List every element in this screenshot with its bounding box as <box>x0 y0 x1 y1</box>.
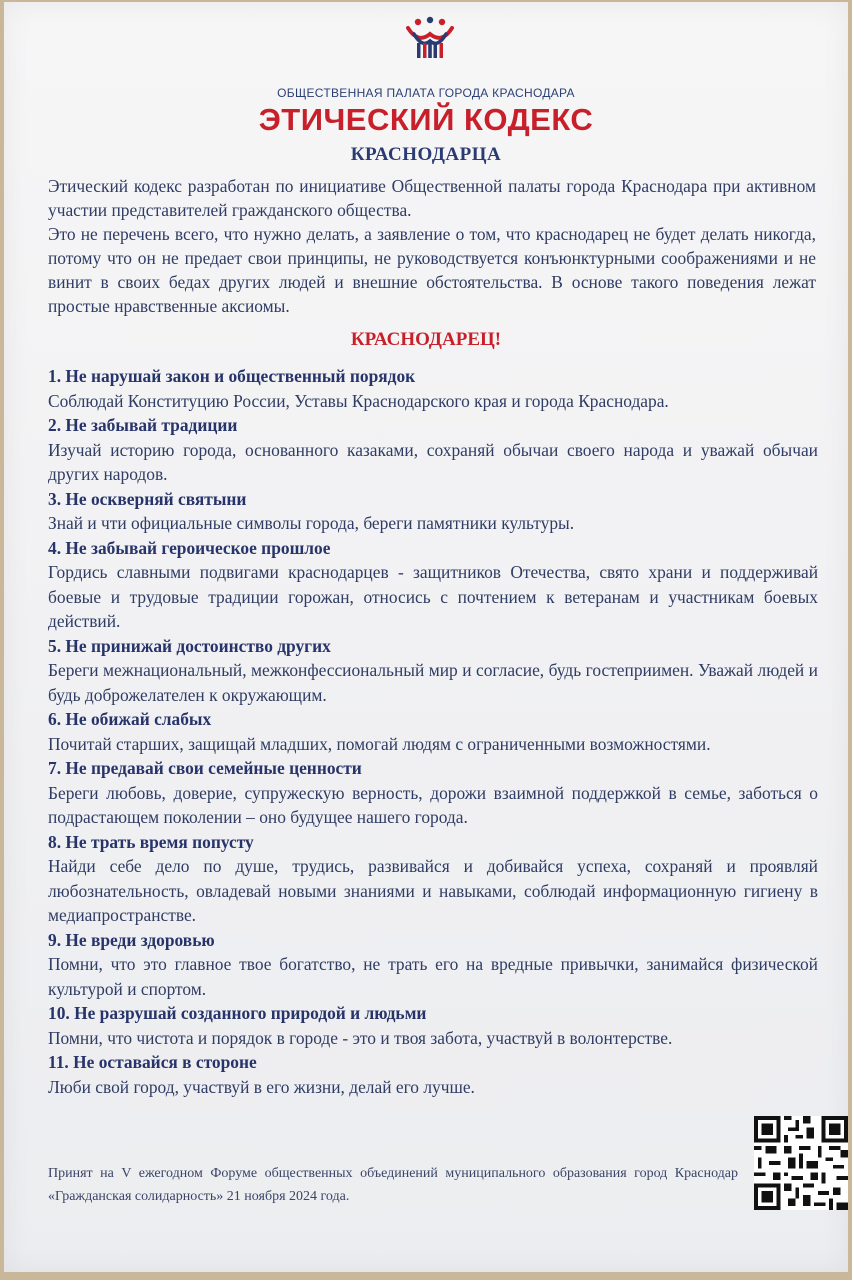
qr-code-icon <box>754 1116 848 1210</box>
rule-item <box>48 1050 818 1099</box>
rule-text: Найди себе дело по душе, трудись, развивайся и добивайся успеха, сохраняй и проявляй любознательность, овладевай новыми знаниями и навыками, соблюдай информационную гигиену в медиапространстве. <box>48 856 818 925</box>
rule-title: 9. Не вреди здоровью <box>48 929 215 950</box>
document-sheet <box>4 2 848 1272</box>
rule-text: Помни, что это главное твое богатство, не трать его на вредные привычки, занимайся физической культурой и спортом. <box>48 954 818 999</box>
adoption-note: Принят на V ежегодном Форуме общественных объединений муниципального образования город Краснодар «Гражданская солидарность» 21 ноября 2024 года. <box>48 1166 738 1204</box>
rule-item <box>48 830 818 928</box>
rule-text: Гордись славными подвигами краснодарцев - защитников Отечества, свято храни и поддерживай боевые и трудовые традиции горожан, относись с почтением к ветеранам и участникам боевых действий. <box>48 562 818 631</box>
rule-item <box>48 413 818 487</box>
rule-title: 7. Не предавай свои семейные ценности <box>48 758 362 778</box>
rule-title: 5. Не принижай достоинство других <box>48 635 331 656</box>
rule-title: 2. Не забывай традиции <box>48 415 238 435</box>
rule-item <box>48 364 818 413</box>
intro-paragraph: Этический кодекс разработан по инициативе Общественной палаты города Краснодара при активном участии представителей гражданского общества. <box>48 176 816 220</box>
intro-paragraph: Это не перечень всего, что нужно делать, а заявление о том, что краснодарец не будет делать никогда, потому что он не предает свои принципы, не руководствуется конъюнктурными соображениями и не винит в своих бедах других людей и внешние обстоятельства. В основе такого поведения лежат простые нравственные аксиомы. <box>48 224 816 316</box>
rule-title: 10. Не разрушай созданного природой и людьми <box>48 1003 427 1023</box>
rule-title: 6. Не обижай слабых <box>48 709 212 729</box>
rule-text: Соблюдай Конституцию России, Уставы Краснодарского края и города Краснодара. <box>48 390 669 411</box>
rule-item <box>48 487 818 536</box>
rule-text: Изучай историю города, основанного казаками, сохраняй обычаи своего народа и уважай обычаи других народов. <box>48 439 818 484</box>
rule-item <box>48 634 818 708</box>
document-subtitle: КРАСНОДАРЦА <box>350 144 502 165</box>
rule-title: 3. Не оскверняй святыни <box>48 488 247 509</box>
rule-text: Береги межнациональный, межконфессиональный мир и согласие, будь гостеприимен. Уважай людей и будь доброжелателен к окружающим. <box>48 660 818 705</box>
section-heading: КРАСНОДАРЕЦ! <box>350 329 502 350</box>
rule-title: 8. Не трать время попусту <box>48 831 254 852</box>
document-title: ЭТИЧЕСКИЙ КОДЕКС <box>258 102 594 137</box>
rule-text: Помни, что чистота и порядок в городе - это и твоя забота, участвуй в волонтерстве. <box>48 1027 673 1048</box>
rule-text: Почитай старших, защищай младших, помогай людям с ограниченными возможностями. <box>48 733 711 754</box>
rule-item <box>48 928 818 1002</box>
rule-item <box>48 756 818 830</box>
rule-item <box>48 1001 818 1050</box>
rules-list <box>48 364 818 1099</box>
rule-text: Береги любовь, доверие, супружескую верность, дорожи взаимной поддержкой в семье, заботься о подрастающем поколении – оно будущее нашего города. <box>48 782 818 827</box>
rule-item <box>48 707 818 756</box>
rule-item <box>48 536 818 634</box>
public-chamber-logo <box>404 14 456 60</box>
rule-title: 11. Не оставайся в стороне <box>48 1052 257 1072</box>
rule-text: Люби свой город, участвуй в его жизни, делай его лучше. <box>48 1076 475 1097</box>
rule-text: Знай и чти официальные символы города, береги памятники культуры. <box>48 513 575 533</box>
intro-text <box>48 174 816 318</box>
org-name: ОБЩЕСТВЕННАЯ ПАЛАТА ГОРОДА КРАСНОДАРА <box>277 86 575 100</box>
rule-title: 4. Не забывай героическое прошлое <box>48 537 331 558</box>
rule-title: 1. Не нарушай закон и общественный порядок <box>48 366 416 386</box>
